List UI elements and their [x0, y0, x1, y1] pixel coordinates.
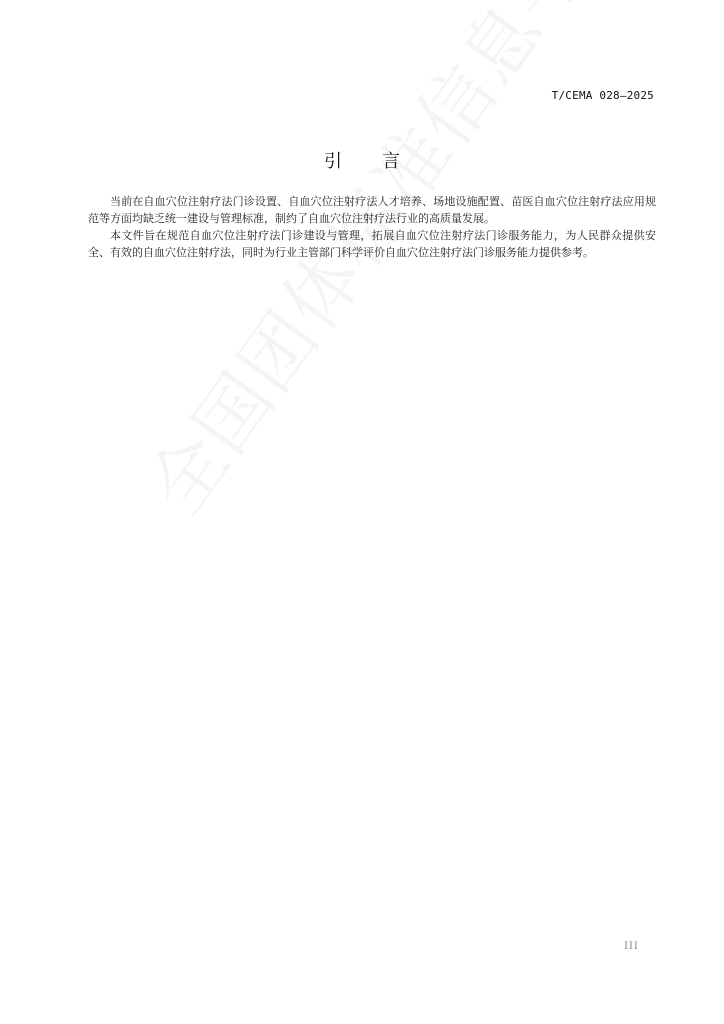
section-title-char-1: 引 — [324, 151, 342, 172]
page-number: III — [624, 941, 639, 952]
section-title-char-2: 言 — [382, 151, 400, 172]
document-code: T/CEMA 028—2025 — [551, 89, 654, 102]
paragraph-1: 当前在自血穴位注射疗法门诊设置、自血穴位注射疗法人才培养、场地设施配置、苗医自血穴位注射疗法应用规范等方面均缺乏统一建设与管理标准，制约了自血穴位注射疗法行业的高质量发展。 — [88, 195, 656, 225]
paragraph-2: 本文件旨在规范自血穴位注射疗法门诊建设与管理，拓展自血穴位注射疗法门诊服务能力，为人民群众提供安全、有效的自血穴位注射疗法，同时为行业主管部门科学评价自血穴位注射疗法门诊服务能力提供参考。 — [88, 229, 656, 259]
section-title — [0, 147, 724, 173]
introduction-body — [88, 193, 656, 261]
watermark-text — [120, 0, 570, 532]
